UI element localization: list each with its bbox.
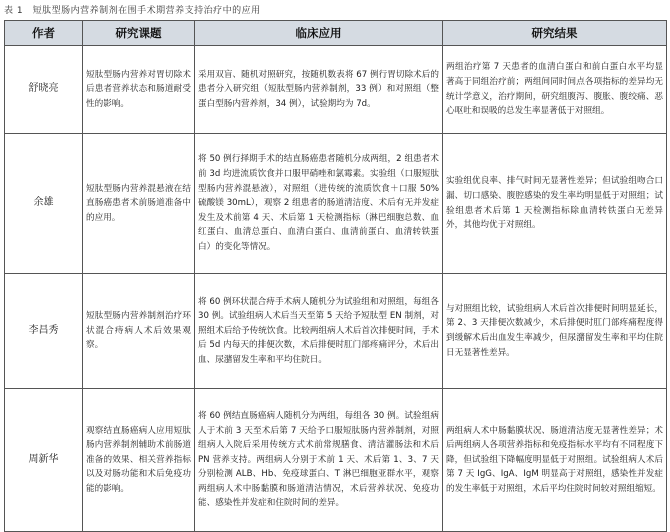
application-cell: 将 50 例行择期手术的结直肠癌患者随机分成两组，2 组患者术前 3d 均进流质饮食并口服甲硝唑和氯霉素。实验组（口服短肽型肠内营养混悬液），对照组（进传统的流质饮食＋口服 50% 硫酸镁 30mL），观察 2 组患者的肠道清洁度、术后有无并发症发生及术前第 4 天、术后第 1 天检测指标（淋巴细胞总数、血红蛋白、血清总蛋白、血清白蛋白、血清前蛋白、血清转铁蛋白）的变化等情况。 xyxy=(195,134,443,274)
topic-cell: 短肽型肠内营养混悬液在结直肠癌患者术前肠道准备中的应用。 xyxy=(83,134,195,274)
table-caption: 表 1 短肽型肠内营养制剂在围手术期营养支持治疗中的应用 xyxy=(4,6,261,16)
table-header-row xyxy=(5,21,667,46)
application-cell: 将 60 例结直肠癌病人随机分为两组，每组各 30 例。试验组病人于术前 3 天至术后第 7 天给予口服短肽肠内营养制剂，对照组病人入院后采用传统方式术前常规膳食、清洁灌肠法和术后 PN 营养支持。两组病人分别于术前 1 天、术后第 1、3、7 天分别检测 ALB、Hb、免疫球蛋白、T 淋巴细胞亚群水平，观察两组病人术中肠黏膜和肠道清洁情况，术后营养状况、免疫功能、感染性并发症和住院时间的差异。 xyxy=(195,389,443,532)
header-result: 研究结果 xyxy=(443,21,667,46)
result-cell: 与对照组比较，试验组病人术后首次排便时间明显延长，第 2、3 天排便次数减少，术后排便时肛门部疼痛程度得到缓解术后出血发生率减少，但尿潴留发生率和平均住院日无显著性差异。 xyxy=(443,274,667,389)
author-cell: 余雄 xyxy=(5,134,83,274)
topic-cell: 观察结直肠癌病人应用短肽肠内营养制剂辅助术前肠道准备的效果、相关营养指标以及对肠功能和术后免疫功能的影响。 xyxy=(83,389,195,532)
author-cell: 李昌秀 xyxy=(5,274,83,389)
header-topic: 研究课题 xyxy=(83,21,195,46)
table-row xyxy=(5,46,667,134)
author-cell: 舒晓亮 xyxy=(5,46,83,134)
application-cell: 将 60 例环状混合痔手术病人随机分为试验组和对照组，每组各 30 例。试验组病人术后当天至第 5 天给予短肽型 EN 制剂，对照组术后给予传统饮食。比较两组病人术后首次排便时间，手术后 5d 内每天的排便次数，术后排便时肛门部疼痛评分，术后出血、尿潴留发生率和平均住院日。 xyxy=(195,274,443,389)
study-table xyxy=(4,20,667,532)
application-cell: 采用双盲、随机对照研究，按随机数表将 67 例行胃切除术后的患者分入研究组（短肽型肠内营养制剂，33 例）和对照组（整蛋白型肠内营养剂，34 例），试验期均为 7d。 xyxy=(195,46,443,134)
author-cell: 周新华 xyxy=(5,389,83,532)
result-cell: 两组病人术中肠黏膜状况、肠道清洁度无显著性差异；术后两组病人各项营养指标和免疫指标水平均有不同程度下降，但试验组下降幅度明显低于对照组。试验组病人术后第 7 天 IgG、IgA、IgM 明显高于对照组，感染性并发症的发生率低于对照组，术后平均住院时间较对照组缩短。 xyxy=(443,389,667,532)
topic-cell: 短肽型肠内营养制剂治疗环状混合痔病人术后效果观察。 xyxy=(83,274,195,389)
table-row xyxy=(5,389,667,532)
table-row xyxy=(5,274,667,389)
header-author: 作者 xyxy=(5,21,83,46)
header-application: 临床应用 xyxy=(195,21,443,46)
result-cell: 两组治疗第 7 天患者的血清白蛋白和前白蛋白水平均显著高于同组治疗前；两组间同时间点各项指标的差异均无统计学意义，治疗期间，研究组腹泻、腹胀、腹绞痛、恶心呕吐和误吸的总发生率显著低于对照组。 xyxy=(443,46,667,134)
topic-cell: 短肽型肠内营养对胃切除术后患者营养状态和肠道耐受性的影响。 xyxy=(83,46,195,134)
result-cell: 实验组优良率、排气时间无显著性差异；但试验组吻合口漏、切口感染、腹腔感染的发生率均明显低于对照组；试验组患者术后第 1 天检测指标除血清转铁蛋白无差异外，其他均优于对照组。 xyxy=(443,134,667,274)
table-row xyxy=(5,134,667,274)
